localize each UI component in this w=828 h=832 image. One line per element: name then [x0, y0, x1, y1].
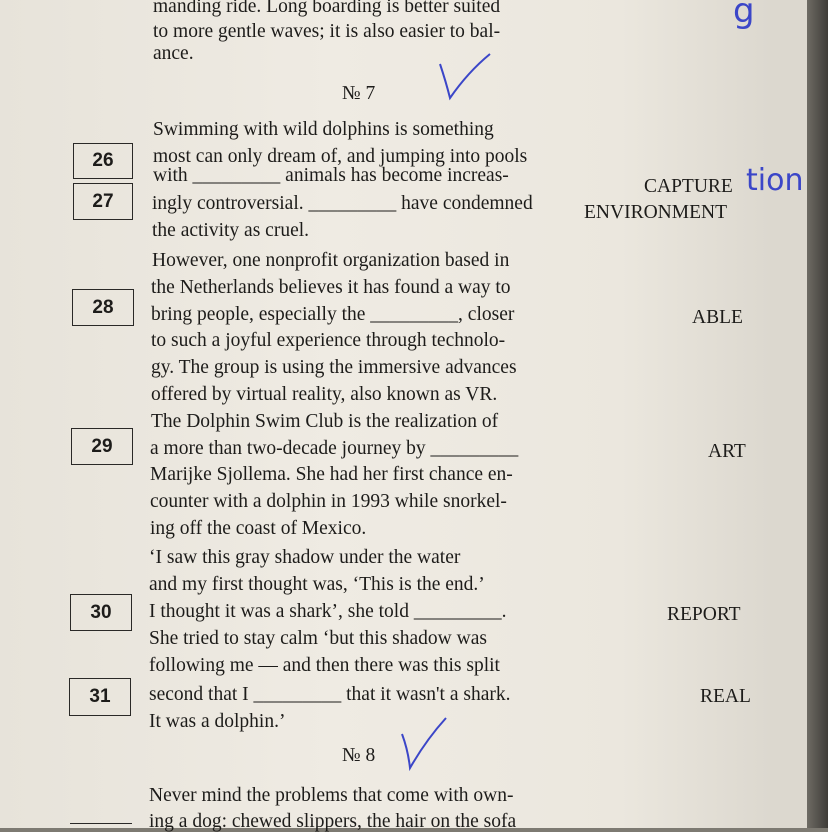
- text-line: second that I _________ that it wasn't a shark.: [149, 684, 511, 705]
- text-line: manding ride. Long boarding is better suited: [153, 0, 501, 17]
- answer-word: ENVIRONMENT: [584, 202, 727, 223]
- box-edge: [70, 823, 132, 824]
- answer-word: ART: [708, 441, 746, 462]
- answer-word: ABLE: [692, 307, 743, 328]
- question-box: 30: [70, 594, 132, 631]
- text-line: most can only dream of, and jumping into pools: [153, 146, 528, 167]
- text-line: Swimming with wild dolphins is something: [153, 119, 494, 140]
- text-line: ing a dog: chewed slippers, the hair on the sofa: [149, 811, 517, 832]
- checkmark-icon: [438, 52, 498, 102]
- text-line: the activity as cruel.: [152, 220, 310, 241]
- text-line: The Dolphin Swim Club is the realization of: [151, 411, 499, 432]
- page-edge-shadow: [807, 0, 828, 828]
- text-line: ance.: [153, 43, 194, 64]
- text-line: It was a dolphin.’: [149, 711, 286, 732]
- text-line: Never mind the problems that come with own-: [149, 785, 514, 806]
- text-line: She tried to stay calm ‘but this shadow was: [149, 628, 487, 649]
- handwritten-g: g: [733, 0, 755, 31]
- question-box: 31: [69, 678, 131, 716]
- text-line: ing off the coast of Mexico.: [150, 518, 367, 539]
- text-line: However, one nonprofit organization based in: [152, 250, 510, 271]
- text-line: ‘I saw this gray shadow under the water: [149, 547, 461, 568]
- question-box: 27: [73, 183, 133, 220]
- text-line: offered by virtual reality, also known as VR.: [151, 384, 498, 405]
- question-box: 26: [73, 143, 133, 179]
- text-line: with _________ animals has become increas-: [153, 165, 509, 186]
- answer-word: REAL: [700, 686, 751, 707]
- answer-word: REPORT: [667, 604, 741, 625]
- text-line: Marijke Sjollema. She had her first chance en-: [150, 464, 513, 485]
- text-line: and my first thought was, ‘This is the end.’: [149, 574, 485, 595]
- question-box: 29: [71, 428, 133, 465]
- text-line: a more than two-decade journey by _________: [150, 438, 519, 459]
- exercise-8-heading: № 8: [342, 745, 376, 766]
- text-line: following me — and then there was this split: [149, 655, 500, 676]
- text-line: counter with a dolphin in 1993 while snorkel-: [150, 491, 507, 512]
- question-box: 28: [72, 289, 134, 326]
- text-line: to more gentle waves; it is also easier to bal-: [153, 21, 501, 42]
- text-line: bring people, especially the _________, closer: [151, 304, 515, 325]
- text-line: the Netherlands believes it has found a way to: [151, 277, 511, 298]
- exercise-7-heading: № 7: [342, 83, 376, 104]
- text-line: I thought it was a shark’, she told _________.: [149, 601, 507, 622]
- answer-word: CAPTURE: [644, 176, 733, 197]
- text-line: ingly controversial. _________ have condemned: [152, 193, 533, 214]
- text-line: to such a joyful experience through technolo-: [151, 330, 506, 351]
- text-line: gy. The group is using the immersive advances: [151, 357, 517, 378]
- checkmark-icon: [400, 716, 450, 770]
- handwritten-suffix: tion: [746, 163, 804, 198]
